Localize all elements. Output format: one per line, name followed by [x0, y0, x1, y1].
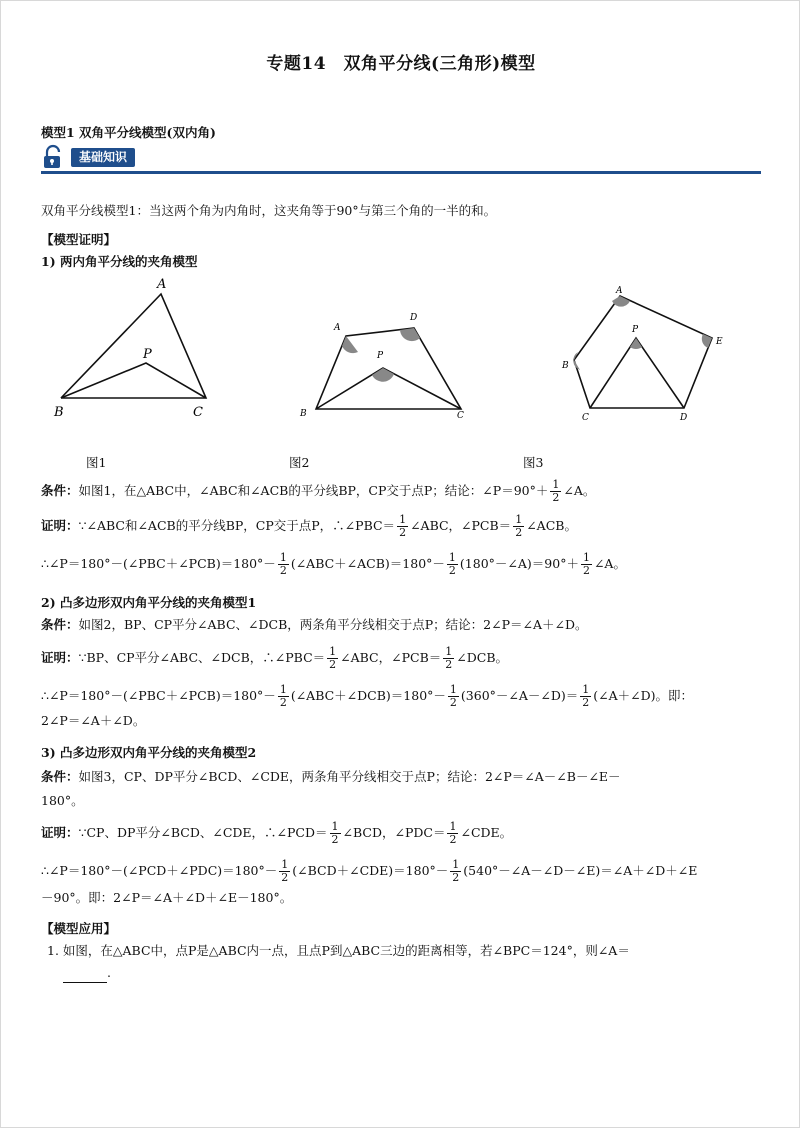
bisectors — [61, 363, 206, 398]
figure-1-caption: 图1 — [86, 455, 107, 470]
m2-therefore: ∴∠P＝180°－(∠PBC＋∠PCB)＝180°－ $\frac{1}{2}$ (∠ABC＋∠DCB)＝180°－ $\frac{1}{2}$ (360°－∠A－∠D)＝ $\frac{1}{2}$ (∠A＋∠D)。即： — [41, 683, 694, 709]
badge-row — [41, 144, 761, 170]
angle-a-mark — [612, 296, 630, 307]
label-d: D — [680, 413, 688, 423]
page-title: 专题14 双角平分线(三角形)模型 — [266, 54, 536, 74]
proof-header: 【模型证明】 — [41, 232, 117, 247]
m1-condition: 条件：如图1，在△ABC中，∠ABC和∠ACB的平分线BP，CP交于点P；结论：∠P＝90°＋ $\frac{1}{2}$ ∠A。 — [41, 478, 596, 504]
figure-2 — [296, 306, 476, 426]
label-a: A — [157, 277, 167, 292]
label-c: C — [193, 405, 203, 420]
subheading-2: 2) 凸多边形双内角平分线的夹角模型1 — [41, 595, 257, 610]
section-divider — [41, 171, 761, 174]
m2-result: 2∠P＝∠A＋∠D。 — [41, 713, 146, 728]
m3-proof: 证明：∵CP、DP平分∠BCD、∠CDE，∴∠PCD＝ $\frac{1}{2}$ ∠BCD，∠PDC＝ $\frac{1}{2}$ ∠CDE。 — [41, 820, 513, 846]
triangle-abc — [61, 294, 206, 398]
label-p: P — [632, 325, 639, 335]
intro-text: 双角平分线模型1：当这两个角为内角时，这夹角等于90°与第三个角的一半的和。 — [41, 203, 497, 218]
angle-d-mark — [400, 328, 420, 341]
label-a: A — [334, 323, 341, 333]
m2-condition: 条件：如图2，BP、CP平分∠ABC、∠DCB，两条角平分线相交于点P；结论：2∠P＝∠A＋∠D。 — [41, 617, 588, 632]
subheading-3: 3) 凸多边形双内角平分线的夹角模型2 — [41, 745, 257, 760]
m3-condition-cont: 180°。 — [41, 793, 84, 808]
answer-blank[interactable] — [63, 969, 107, 983]
m2-proof: 证明：∵BP、CP平分∠ABC、∠DCB，∴∠PBC＝ $\frac{1}{2}$ ∠ABC，∠PCB＝ $\frac{1}{2}$ ∠DCB。 — [41, 645, 509, 671]
label-b: B — [562, 361, 569, 371]
angle-b-mark — [573, 352, 580, 370]
question-1: 1. 如图，在△ABC中，点P是△ABC内一点，且点P到△ABC三边的距离相等，若∠BPC＝124°，则∠A＝ — [47, 943, 630, 958]
figure-3-caption: 图3 — [523, 455, 544, 470]
label-p: P — [377, 351, 384, 361]
m1-therefore: ∴∠P＝180°－(∠PBC＋∠PCB)＝180°－ $\frac{1}{2}$ (∠ABC＋∠ACB)＝180°－ $\frac{1}{2}$ (180°－∠A)＝90°＋ $\frac{1}{2}$ ∠A。 — [41, 551, 626, 577]
label-c: C — [457, 411, 464, 421]
label-b: B — [300, 409, 307, 419]
m3-therefore-cont: －90°。即：2∠P＝∠A＋∠D＋∠E－180°。 — [41, 890, 293, 905]
label-c: C — [582, 413, 589, 423]
question-1-answer: . — [63, 963, 111, 983]
pentagon — [574, 296, 712, 408]
m1-proof: 证明：∵∠ABC和∠ACB的平分线BP，CP交于点P，∴∠PBC＝ $\frac{1}{2}$ ∠ABC，∠PCB＝ $\frac{1}{2}$ ∠ACB。 — [41, 513, 577, 539]
angle-p-mark — [372, 368, 394, 382]
lock-icon — [41, 144, 67, 170]
m3-condition: 条件：如图3，CP、DP平分∠BCD、∠CDE，两条角平分线相交于点P；结论：2∠P＝∠A－∠B－∠E－ — [41, 769, 621, 784]
basic-knowledge-badge: 基础知识 — [71, 148, 135, 167]
label-b: B — [54, 405, 64, 420]
figure-1 — [51, 276, 221, 426]
angle-e-mark — [702, 334, 712, 348]
application-header: 【模型应用】 — [41, 921, 117, 936]
section-title: 模型1 双角平分线模型(双内角) — [41, 125, 216, 140]
figure-2-caption: 图2 — [289, 455, 310, 470]
label-d: D — [410, 313, 418, 323]
subheading-1: 1) 两内角平分线的夹角模型 — [41, 254, 198, 269]
figure-3 — [556, 286, 726, 426]
m3-therefore: ∴∠P＝180°－(∠PCD＋∠PDC)＝180°－ $\frac{1}{2}$ (∠BCD＋∠CDE)＝180°－ $\frac{1}{2}$ (540°－∠A－∠D－∠E)＝∠A＋∠D＋∠E — [41, 858, 698, 884]
label-a: A — [616, 286, 623, 296]
label-e: E — [716, 337, 723, 347]
label-p: P — [143, 347, 152, 362]
